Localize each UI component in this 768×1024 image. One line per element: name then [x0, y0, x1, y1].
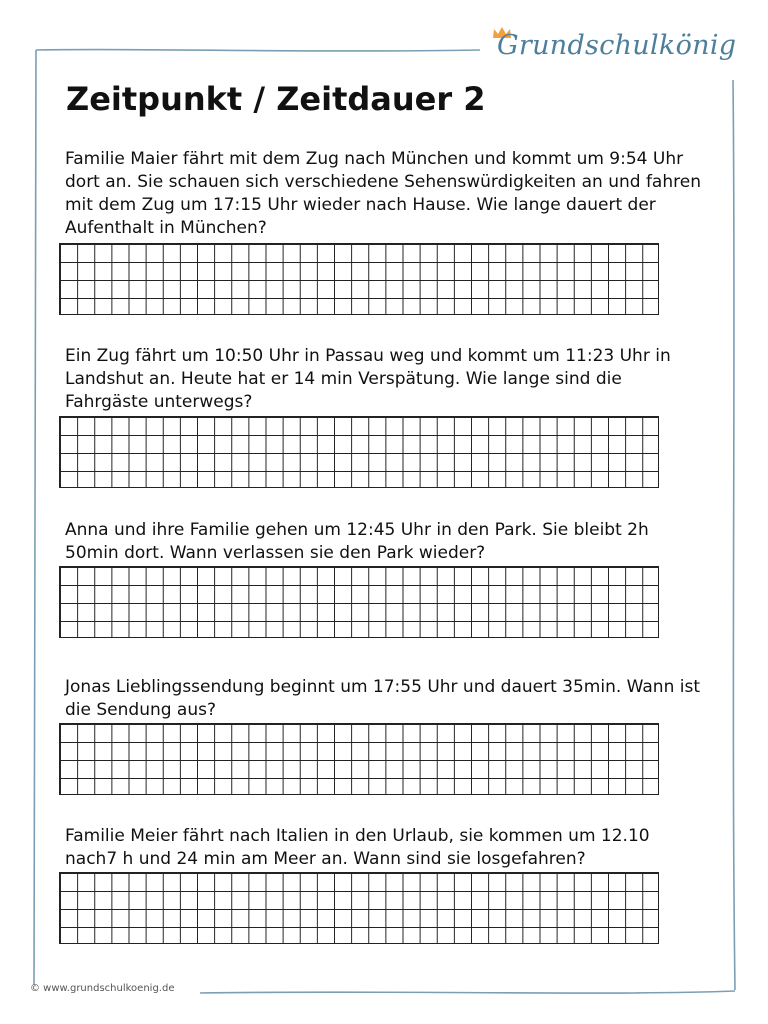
- task-1-answer-grid[interactable]: [59, 243, 659, 315]
- task-5-text: Familie Meier fährt nach Italien in den Urlaub, sie kommen um 12.10 nach7 h und 24 min am Meer an. Wann sind sie losgefahren?: [65, 826, 650, 869]
- task-2-text: Ein Zug fährt um 10:50 Uhr in Passau weg und kommt um 11:23 Uhr in Landshut an. Heute hat er 14 min Verspätung. Wie lange sind die Fahrgäste unterwegs?: [65, 346, 671, 412]
- brand-logo-text: Grundschulkönig: [497, 30, 737, 61]
- task-3-text: Anna und ihre Familie gehen um 12:45 Uhr in den Park. Sie bleibt 2h 50min dort. Wann verlassen sie den Park wieder?: [65, 520, 649, 563]
- task-5-answer-grid[interactable]: [59, 872, 659, 944]
- task-2-answer-grid[interactable]: [59, 416, 659, 488]
- task-4-text: Jonas Lieblingssendung beginnt um 17:55 Uhr und dauert 35min. Wann ist die Sendung aus?: [65, 677, 701, 720]
- task-1-text: Familie Maier fährt mit dem Zug nach München und kommt um 9:54 Uhr dort an. Sie schauen sich verschiedene Sehenswürdigkeiten an und fahren mit dem Zug um 17:15 Uhr wieder nach Hause. Wie lange dauert der Aufenthalt in München?: [65, 149, 701, 238]
- task-3-answer-grid[interactable]: [59, 566, 659, 638]
- page-title: Zeitpunkt / Zeitdauer 2: [66, 80, 486, 118]
- task-4-answer-grid[interactable]: [59, 723, 659, 795]
- footer-copyright: © www.grundschulkoenig.de: [30, 983, 175, 994]
